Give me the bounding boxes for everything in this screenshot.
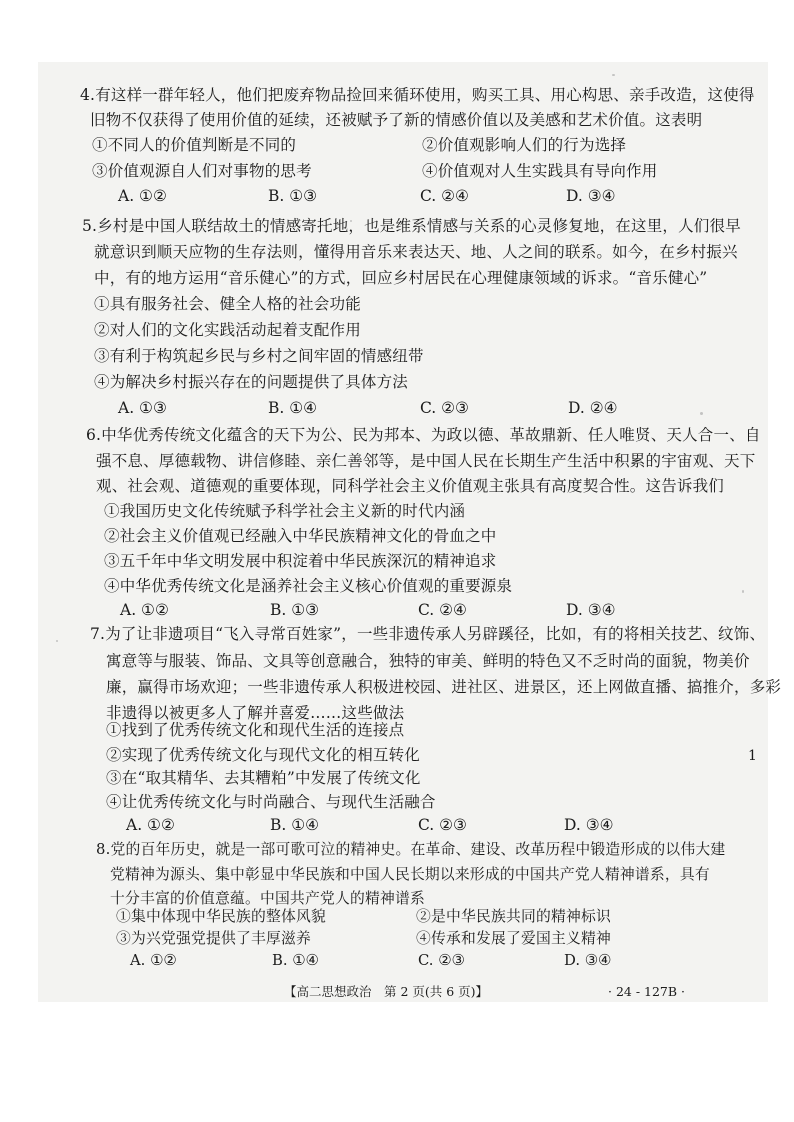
option-a[interactable]: A. ①② bbox=[118, 187, 167, 205]
question-7-item-4: ④让优秀传统文化与时尚融合、与现代生活融合 bbox=[106, 793, 436, 811]
question-6-item-4: ④中华优秀传统文化是涵养社会主义核心价值观的重要源泉 bbox=[104, 577, 513, 595]
question-5-item-4: ④为解决乡村振兴存在的问题提供了具体方法 bbox=[94, 373, 409, 391]
question-5-item-1: ①具有服务社会、健全人格的社会功能 bbox=[94, 295, 361, 313]
question-8-item-2: ②是中华民族共同的精神标识 bbox=[416, 908, 611, 925]
option-c[interactable]: C. ②③ bbox=[418, 816, 467, 834]
option-d[interactable]: D. ③④ bbox=[566, 187, 616, 205]
option-d[interactable]: D. ③④ bbox=[564, 952, 612, 969]
question-7-stem-line-3: 廉，赢得市场欢迎；一些非遗传承人积极进校园、进社区、进景区，还上网做直播、搞推介，多彩 bbox=[106, 678, 782, 696]
question-7-item-1: ①找到了优秀传统文化和现代生活的连接点 bbox=[106, 721, 405, 739]
question-4-stem-line-1: 4.有这样一群年轻人，他们把废弃物品捡回来循环使用，购买工具、用心构思、亲手改造，这使得 bbox=[80, 86, 755, 104]
option-d[interactable]: D. ③④ bbox=[564, 816, 614, 834]
question-5-item-2: ②对人们的文化实践活动起着支配作用 bbox=[94, 321, 361, 339]
question-4-item-4: ④价值观对人生实践具有导向作用 bbox=[422, 162, 658, 180]
option-b[interactable]: B. ①③ bbox=[268, 187, 318, 205]
footer-page-label: 【高二思想政治 第 2 页(共 6 页)】 bbox=[284, 984, 489, 999]
question-7-stem-line-4: 非遗得以被更多人了解并喜爱……这些做法 bbox=[106, 704, 405, 722]
question-8-item-4: ④传承和发展了爱国主义精神 bbox=[416, 930, 611, 947]
option-c[interactable]: C. ②③ bbox=[420, 399, 469, 417]
question-8-item-1: ①集中体现中华民族的整体风貌 bbox=[116, 908, 326, 925]
question-4-item-1: ①不同人的价值判断是不同的 bbox=[92, 136, 297, 154]
question-6-item-2: ②社会主义价值观已经融入中华民族精神文化的骨血之中 bbox=[104, 527, 497, 545]
option-c[interactable]: C. ②④ bbox=[418, 601, 467, 619]
margin-mark: 1 bbox=[748, 748, 757, 764]
question-4-item-2: ②价值观影响人们的行为选择 bbox=[422, 136, 627, 154]
question-8-item-3: ③为兴党强党提供了丰厚滋养 bbox=[116, 930, 311, 947]
question-8-stem-line-2: 党精神为源头、集中彰显中华民族和中国人民长期以来形成的中国共产党人精神谱系，具有 bbox=[110, 866, 710, 883]
option-c[interactable]: C. ②④ bbox=[420, 187, 469, 205]
question-6-item-3: ③五千年中华文明发展中积淀着中华民族深沉的精神追求 bbox=[104, 552, 497, 570]
footer-code: · 24 - 127B · bbox=[608, 984, 686, 999]
option-c[interactable]: C. ②③ bbox=[418, 952, 465, 969]
option-a[interactable]: A. ①③ bbox=[118, 399, 167, 417]
option-b[interactable]: B. ①④ bbox=[272, 952, 319, 969]
question-5-stem-line-1: 5.乡村是中国人联结故土的情感寄托地，也是维系情感与关系的心灵修复地，在这里，人们很早 bbox=[82, 217, 741, 235]
question-6-stem-line-1: 6.中华优秀传统文化蕴含的天下为公、民为邦本、为政以德、革故鼎新、任人唯贤、天人合一、自 bbox=[86, 426, 761, 444]
question-5-stem-line-3: 中，有的地方运用“音乐健心”的方式，回应乡村居民在心理健康领域的诉求。“音乐健心” bbox=[94, 269, 708, 287]
question-6-item-1: ①我国历史文化传统赋予科学社会主义新的时代内涵 bbox=[104, 502, 466, 520]
option-b[interactable]: B. ①④ bbox=[270, 816, 320, 834]
option-a[interactable]: A. ①② bbox=[130, 952, 177, 969]
page-footer bbox=[0, 982, 794, 1002]
option-b[interactable]: B. ①④ bbox=[268, 399, 318, 417]
question-8-stem-line-3: 十分丰富的价值意蕴。中国共产党人的精神谱系 bbox=[110, 890, 425, 907]
option-b[interactable]: B. ①③ bbox=[270, 601, 320, 619]
question-5-stem-line-2: 就意识到顺天应物的生存法则，懂得用音乐来表达天、地、人之间的联系。如今，在乡村振兴 bbox=[94, 243, 738, 261]
option-a[interactable]: A. ①② bbox=[126, 816, 175, 834]
question-7-item-3: ③在“取其精华、去其糟粕”中发展了传统文化 bbox=[106, 769, 421, 787]
option-a[interactable]: A. ①② bbox=[120, 601, 169, 619]
question-6-stem-line-3: 观、社会观、道德观的重要体现，同科学社会主义价值观主张具有高度契合性。这告诉我们 bbox=[96, 477, 725, 495]
question-7-stem-line-1: 7.为了让非遗项目“飞入寻常百姓家”，一些非遗传承人另辟蹊径，比如，有的将相关技艺、纹饰、 bbox=[90, 625, 766, 643]
question-8-options bbox=[0, 950, 794, 972]
question-5-item-3: ③有利于构筑起乡民与乡村之间牢固的情感纽带 bbox=[94, 347, 424, 365]
option-d[interactable]: D. ③④ bbox=[566, 601, 616, 619]
question-7-item-2: ②实现了优秀传统文化与现代文化的相互转化 bbox=[106, 746, 421, 764]
question-7-stem-line-2: 寓意等与服装、饰品、文具等创意融合，独特的审美、鲜明的特色又不乏时尚的面貌，物美价 bbox=[106, 652, 750, 670]
option-d[interactable]: D. ②④ bbox=[568, 399, 618, 417]
question-4-item-3: ③价值观源自人们对事物的思考 bbox=[92, 162, 312, 180]
question-8-stem-line-1: 8.党的百年历史，就是一部可歌可泣的精神史。在革命、建设、改革历程中锻造形成的以伟大建 bbox=[96, 841, 726, 858]
question-6-stem-line-2: 强不息、厚德载物、讲信修睦、亲仁善邻等，是中国人民在长期生产生活中积累的宇宙观、天下 bbox=[96, 452, 756, 470]
question-4-stem-line-2: 旧物不仅获得了使用价值的延续，还被赋予了新的情感价值以及美感和艺术价值。这表明 bbox=[90, 111, 703, 129]
